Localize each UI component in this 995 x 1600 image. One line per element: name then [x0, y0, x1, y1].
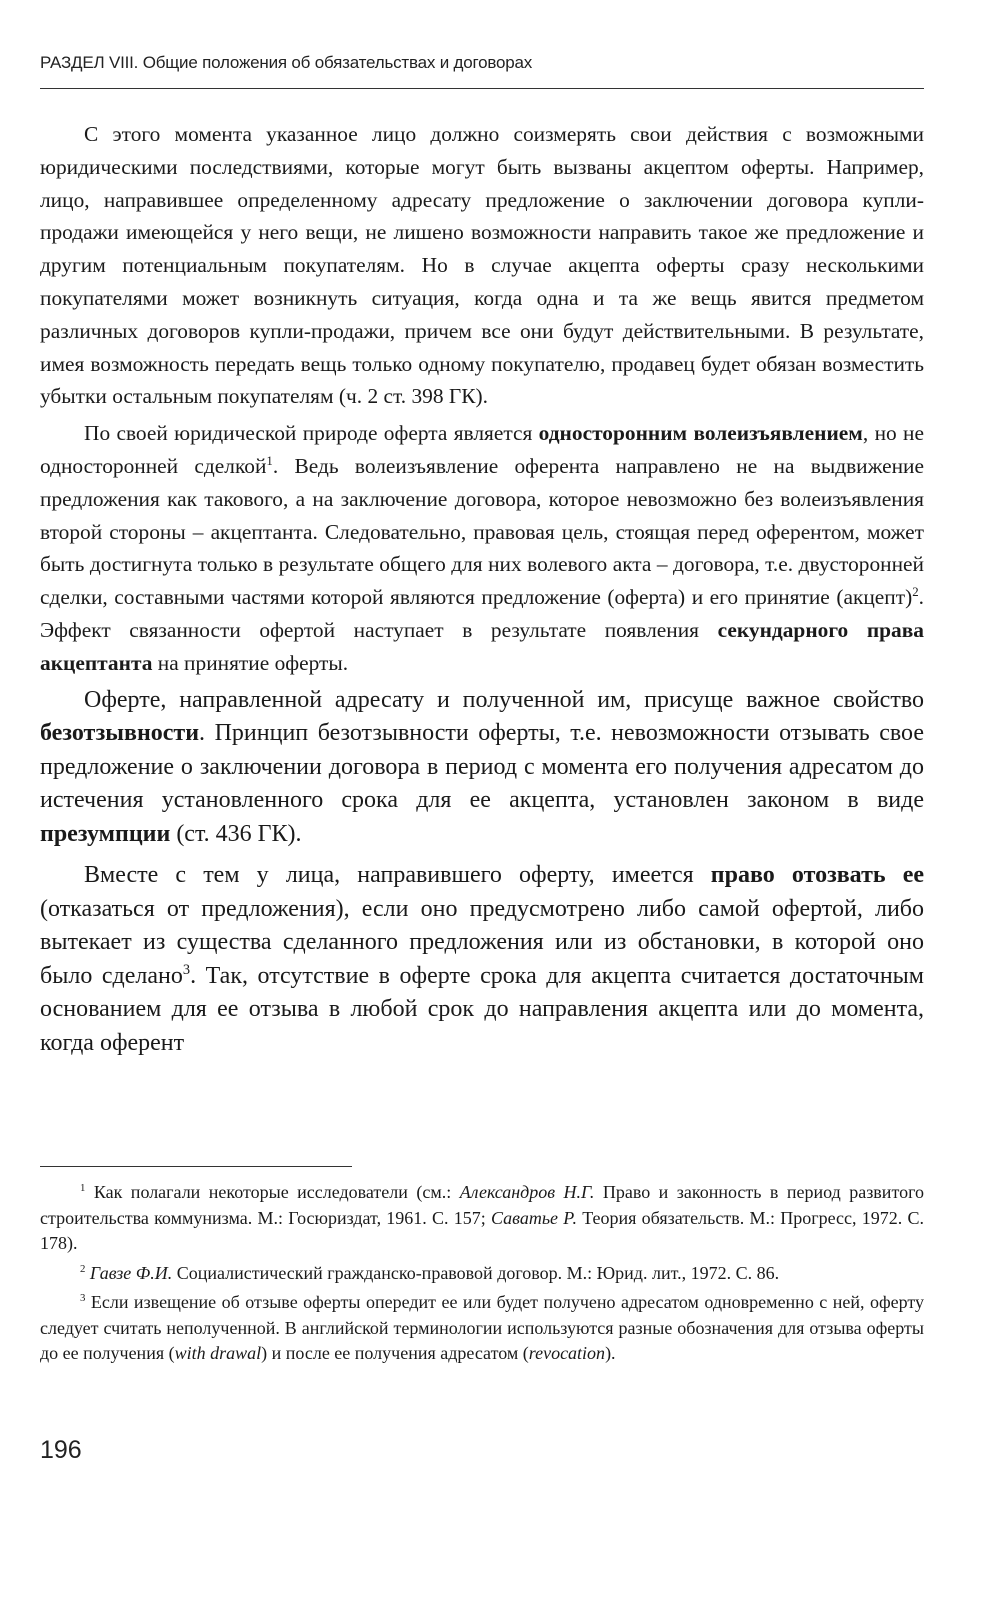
text-span: . Так, отсутствие в оферте срока для акцепта считается достаточным основанием для ее отзыва в любой срок до направления акцепта или до момента, когда оферент	[40, 962, 924, 1056]
footnote-3	[40, 1290, 924, 1367]
text-span: , но не односторонней сделкой	[40, 421, 924, 478]
main-text	[40, 118, 924, 1068]
footnote-number: 3	[80, 1292, 86, 1304]
text-span: . Эффект связанности офертой наступает в результате появления	[40, 585, 924, 642]
paragraph-1: С этого момента указанное лицо должно соизмерять свои действия с возможными юридическими последствиями, которые могут быть вызваны акцептом оферты. Например, лицо, направившее определенному адресату предложение о заключении договора купли-продажи имеющейся у него вещи, не лишено возможности направить такое же предложение и другим потенциальным покупателям. Но в случае акцепта оферты сразу несколькими покупателями может возникнуть ситуация, когда одна и та же вещь явится предметом различных договоров купли-продажи, причем все они будут действительными. В результате, имея возможность передать вещь только одному покупателю, продавец будет обязан возместить убытки остальным покупателям (ч. 2 ст. 398 ГК).	[40, 122, 924, 409]
bold-term: безотзывности	[40, 720, 200, 747]
book-page	[40, 0, 924, 1600]
text-span: Оферте, направленной адресату и полученной им, присуще важное свойство	[84, 686, 924, 713]
footnote-number: 1	[80, 1182, 86, 1194]
author-name: Саватье Р.	[491, 1207, 577, 1228]
text-span: (ст. 436 ГК).	[170, 820, 302, 847]
text-span: Право и законность в период развитого строительства коммунизма. М.: Госюриздат, 1961. С. 157;	[40, 1182, 925, 1228]
text-span: ) и после ее получения адресатом (	[261, 1343, 529, 1363]
author-name: Александров Н.Г.	[459, 1182, 595, 1202]
foreign-term: with drawal	[174, 1343, 262, 1363]
running-head: РАЗДЕЛ VIII. Общие положения об обязательствах и договорах	[40, 53, 533, 72]
footnote-2	[40, 1261, 924, 1287]
text-span: Теория обязательств. М.: Прогресс, 1972. С. 178).	[40, 1207, 924, 1253]
text-span: Социалистический гражданско-правовой договор. М.: Юрид. лит., 1972. С. 86.	[172, 1262, 780, 1283]
text-span: (отказаться от предложения), если оно предусмотрено либо самой офертой, либо вытекает из существа сделанного предложения или из обстановки, в которой оно было сделано	[40, 895, 924, 989]
text-span: на принятие оферты.	[152, 650, 349, 675]
text-span: Как полагали некоторые исследователи (см.:	[85, 1182, 460, 1202]
text-span: Вместе с тем у лица, направившего оферту, имеется	[84, 862, 711, 889]
bold-term: секундарного права акцептанта	[40, 617, 924, 675]
text-span: . Принцип безотзывности оферты, т.е. невозможности отзывать свое предложение о заключении договора в период с момента его получения адресатом до истечения установленного срока для ее акцепта, установлен законом в виде	[40, 720, 924, 814]
paragraph-4	[40, 859, 924, 1060]
page-number: 196	[40, 1436, 82, 1464]
footnote-ref: 3	[182, 961, 191, 978]
footnote-number: 2	[80, 1262, 86, 1275]
bold-term: презумпции	[40, 820, 171, 847]
paragraph-2	[40, 417, 924, 679]
foreign-term: revocation	[528, 1343, 606, 1363]
header-rule	[40, 88, 924, 89]
bold-term: односторонним волеизъявлением	[538, 421, 863, 446]
text-span: . Ведь волеизъявление оферента направлено не на выдвижение предложения как такового, а на заключение договора, которое невозможно без волеизъявления второй стороны – акцептанта. Следовательно, правовая цель, стоящая перед оферентом, может быть достигнута только в результате общего для них волевого акта – договора, т.е. двусторонней сделки, составными частями которой являются предложение (оферта) и его принятие (акцепт)	[40, 453, 924, 610]
footnote-1	[40, 1180, 924, 1257]
author-name: Гавзе Ф.И.	[85, 1262, 173, 1283]
footnote-ref: 1	[266, 453, 273, 468]
text-span: По своей юридической природе оферта является	[84, 421, 539, 446]
footnote-rule	[40, 1166, 352, 1167]
footnotes	[40, 1180, 924, 1371]
paragraph-3	[40, 684, 924, 852]
text-span: Если извещение об отзыве оферты опередит ее или будет получено адресатом одновременно с ней, оферту следует считать неполученной. В английской терминологии используются разные обозначения для отзыва оферты до ее получения (	[40, 1292, 924, 1363]
footnote-ref: 2	[912, 585, 919, 600]
text-span: ).	[605, 1343, 616, 1363]
bold-term: право отозвать ее	[710, 862, 925, 889]
